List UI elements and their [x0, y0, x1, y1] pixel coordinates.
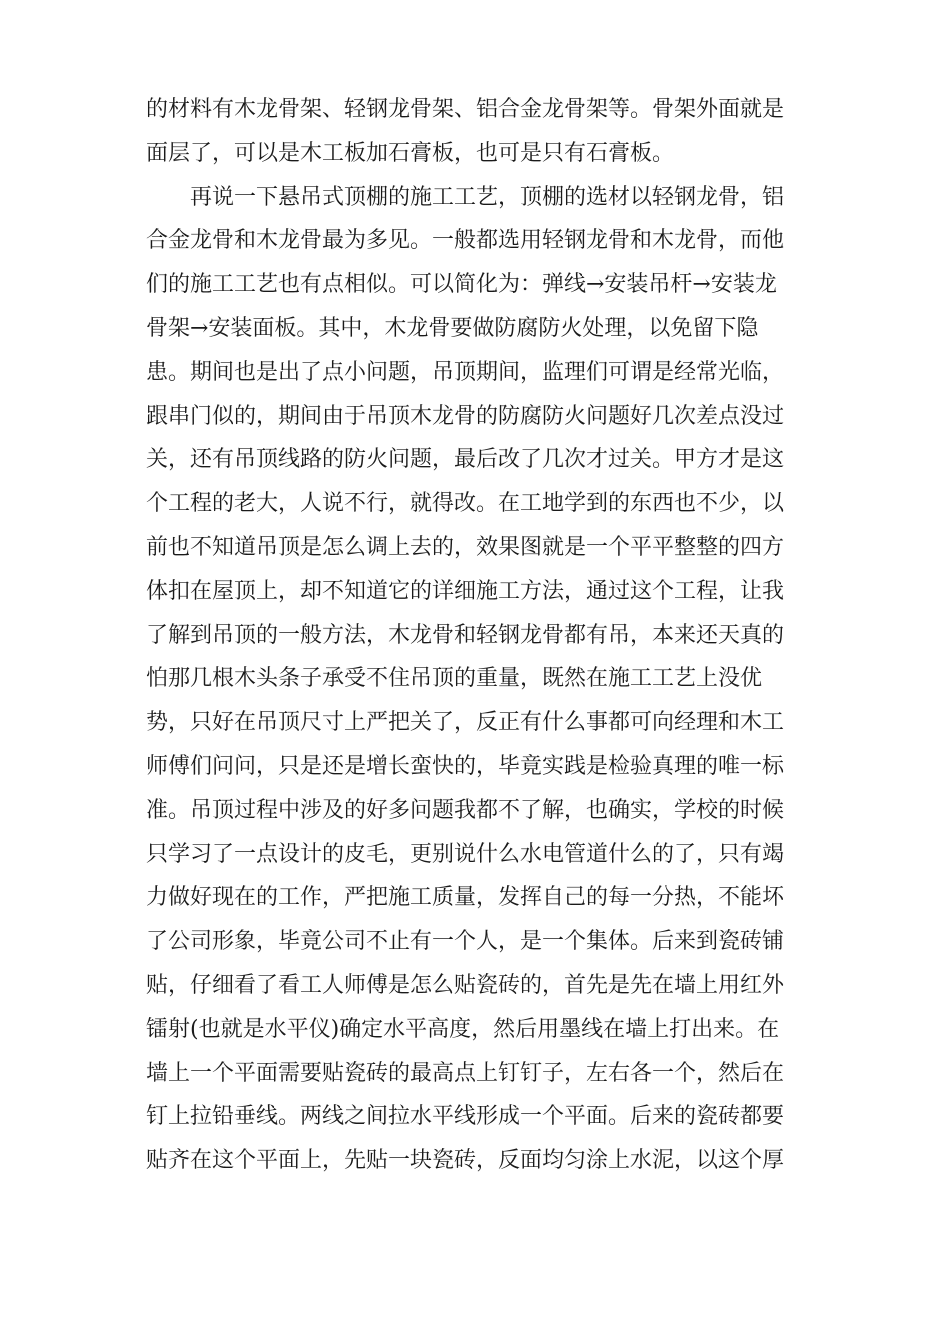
text-line-19: 力做好现在的工作，严把施工质量，发挥自己的每一分热，不能坏 [146, 885, 785, 911]
text-line-13: 了解到吊顶的一般方法，木龙骨和轻钢龙骨都有吊，本来还天真的 [146, 622, 785, 648]
text-line-11: 前也不知道吊顶是怎么调上去的，效果图就是一个平平整整的四方 [146, 534, 785, 560]
text-line-2: 面层了，可以是木工板加石膏板，也可是只有石膏板。 [146, 140, 675, 166]
text-line-10: 个工程的老大，人说不行，就得改。在工地学到的东西也不少，以 [146, 491, 785, 517]
text-line-8: 跟串门似的，期间由于吊顶木龙骨的防腐防火问题好几次差点没过 [146, 403, 785, 429]
text-line-9: 关，还有吊顶线路的防火问题，最后改了几次才过关。甲方才是这 [146, 447, 785, 473]
text-line-17: 准。吊顶过程中涉及的好多问题我都不了解，也确实，学校的时候 [146, 797, 785, 823]
body-text [146, 88, 806, 1183]
text-line-12: 体扣在屋顶上，却不知道它的详细施工方法，通过这个工程，让我 [146, 578, 785, 604]
text-line-4: 合金龙骨和木龙骨最为多见。一般都选用轻钢龙骨和木龙骨，而他 [146, 228, 785, 254]
text-line-24: 钉上拉铅垂线。两线之间拉水平线形成一个平面。后来的瓷砖都要 [146, 1104, 785, 1130]
text-line-21: 贴，仔细看了看工人师傅是怎么贴瓷砖的，首先是先在墙上用红外 [146, 972, 785, 998]
text-line-7: 患。期间也是出了点小问题，吊顶期间，监理们可谓是经常光临， [146, 359, 785, 385]
text-line-23: 墙上一个平面需要贴瓷砖的最高点上钉钉子，左右各一个，然后在 [146, 1060, 785, 1086]
text-line-3: 再说一下悬吊式顶棚的施工工艺，顶棚的选材以轻钢龙骨，铝 [190, 184, 785, 210]
text-line-18: 只学习了一点设计的皮毛，更别说什么水电管道什么的了，只有竭 [146, 841, 785, 867]
text-line-1: 的材料有木龙骨架、轻钢龙骨架、铝合金龙骨架等。骨架外面就是 [146, 97, 785, 122]
text-line-14: 怕那几根木头条子承受不住吊顶的重量，既然在施工工艺上没优 [146, 666, 763, 692]
text-line-22: 镭射(也就是水平仪)确定水平高度，然后用墨线在墙上打出来。在 [146, 1016, 780, 1042]
text-line-5: 们的施工工艺也有点相似。可以简化为：弹线→安装吊杆→安装龙 [146, 272, 777, 298]
text-line-25: 贴齐在这个平面上，先贴一块瓷砖，反面均匀涂上水泥，以这个厚 [146, 1148, 785, 1174]
text-line-16: 师傅们问问，只是还是增长蛮快的，毕竟实践是检验真理的唯一标 [146, 753, 785, 779]
text-line-6: 骨架→安装面板。其中，木龙骨要做防腐防火处理，以免留下隐 [146, 315, 759, 341]
text-line-15: 势，只好在吊顶尺寸上严把关了，反正有什么事都可向经理和木工 [146, 710, 785, 736]
text-line-20: 了公司形象，毕竟公司不止有一个人，是一个集体。后来到瓷砖铺 [146, 929, 785, 955]
